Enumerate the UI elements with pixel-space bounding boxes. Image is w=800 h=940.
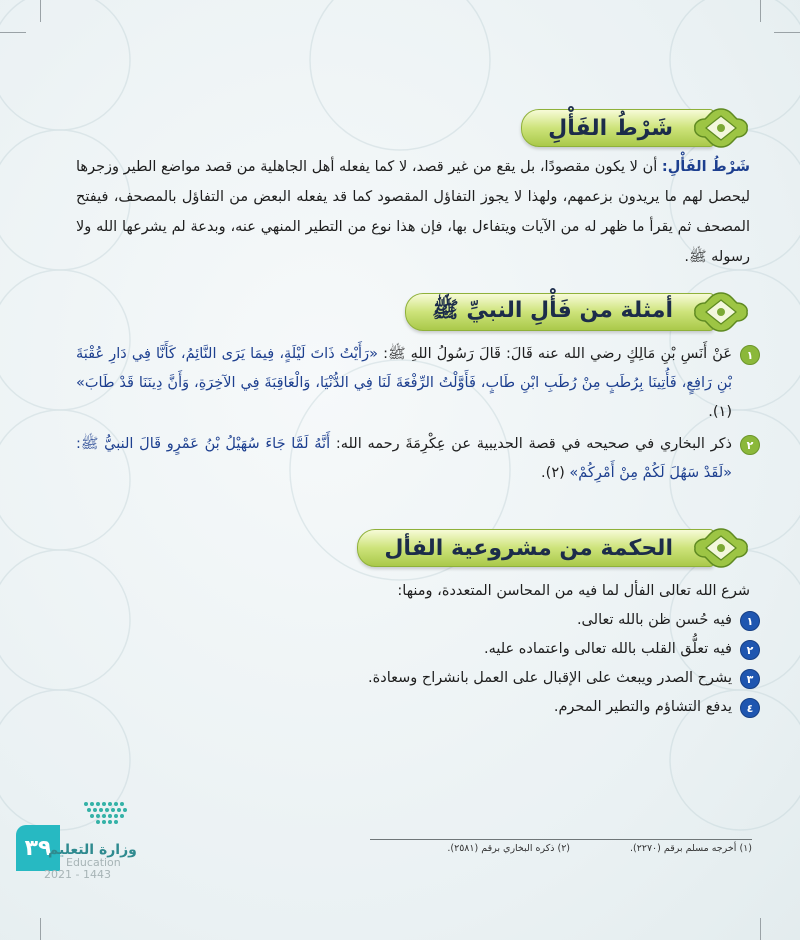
section-heading-wisdom [357,526,750,570]
green-number-badge: ٢ [740,435,760,455]
wisdom-text: يدفع التشاؤم والتطير المحرم. [553,699,732,715]
condition-body: أن لا يكون مقصودًا، بل يقع من غير قصد، لا كما يفعله أهل الجاهلية من قصد مواضع الطير وزجرها ليحصل لهم ما يريدون بزعمهم، ولهذا لا يجوز التفاؤل المقصود كما قد يفعله البعض من التفاؤل بالمصحف، فيفتح المصحف ثم يقرأ ما ظهر له من الآيات ويتفاءل بها، فإن هذا نوع من التطير المنهي عنه، وبدعة لم يشرعها الله ولا رسوله ﷺ. [76,159,750,265]
example-intro: عَنْ أَنَسِ بْنِ مَالِكٍ رضي الله عنه قَالَ: قَالَ رَسُولُ اللهِ ﷺ: [377,346,732,362]
footnote-2: (٢) ذكره البخاري برقم (٢٥٨١). [447,843,571,854]
footnotes [380,843,752,854]
crop-mark [760,0,761,22]
hadith-quote: «رَأَيْتُ ذَاتَ لَيْلَةٍ، فِيمَا يَرَى النَّائِمُ، كَأَنَّا فِي دَارِ عُقْبَةَ بْنِ رَافِعٍ، فَأُتِينَا بِرُطَبٍ مِنْ رُطَبِ ابْنِ طَابٍ، فَأَوَّلْتُ الرِّفْعَةَ لَنَا فِي الدُّنْيَا، وَالْعَاقِبَةَ فِي الآخِرَةِ، وَأَنَّ دِينَنَا قَدْ طَابَ» [76,346,732,391]
edition-year: 2021 - 1443 [44,868,111,881]
ministry-name-en: Education [66,856,121,869]
section-heading-condition [521,106,750,150]
example-text [76,340,732,427]
wisdom-intro: شرع الله تعالى الفأل لما فيه من المحاسن المتعددة، ومنها: [397,583,750,599]
ministry-name: وزارة التعليم [48,842,137,858]
footnote-ref: (٢). [541,465,570,481]
crop-mark [0,32,26,33]
crop-mark [774,32,800,33]
crop-mark [760,918,761,940]
footnote-1: (١) أخرجه مسلم برقم (٢٢٧٠). [630,843,752,854]
example-item [76,430,760,488]
wisdom-item [76,635,760,664]
example-text [76,430,732,488]
section-title: أمثلة من فَأْلِ النبيِّ ﷺ [405,293,714,331]
blue-number-badge: ٢ [740,640,760,660]
ornament-badge-icon [692,106,750,150]
condition-paragraph [76,152,750,272]
section-title: شَرْطُ الفَأْلِ [521,109,714,147]
ornament-badge-icon [692,526,750,570]
wisdom-item [76,606,760,635]
wisdom-item [76,693,760,722]
wisdom-item [76,664,760,693]
example-item [76,340,760,427]
blue-number-badge: ١ [740,611,760,631]
page-number: ٣٩ [16,825,60,871]
section-title: الحكمة من مشروعية الفأل [357,529,714,567]
crop-mark [40,0,41,22]
crop-mark [40,918,41,940]
green-number-badge: ١ [740,345,760,365]
wisdom-text: فيه حُسن ظن بالله تعالى. [576,612,732,628]
hadith-quote: أَنَّهُ لَمَّا جَاءَ سُهَيْلُ بْنُ عَمْرٍو قَالَ النبيُّ ﷺ: «لَقَدْ سَهُلَ لَكُمْ مِنْ أَمْرِكُمْ» [76,436,732,481]
example-intro: ذكر البخاري في صحيحه في قصة الحديبية عن عِكْرِمَةَ رحمه الله: [330,436,732,452]
blue-number-badge: ٤ [740,698,760,718]
term-label: شَرْطُ الفَأْلِ: [661,159,751,175]
footnote-divider [370,839,752,840]
wisdom-text: يشرح الصدر ويبعث على الإقبال على العمل بانشراح وسعادة. [368,670,732,686]
footnote-ref: (١). [708,404,732,420]
wisdom-text: فيه تعلُّق القلب بالله تعالى واعتماده عليه. [483,641,732,657]
section-heading-examples [405,290,750,334]
ornament-badge-icon [692,290,750,334]
ministry-dots-logo-icon [82,800,130,830]
blue-number-badge: ٣ [740,669,760,689]
